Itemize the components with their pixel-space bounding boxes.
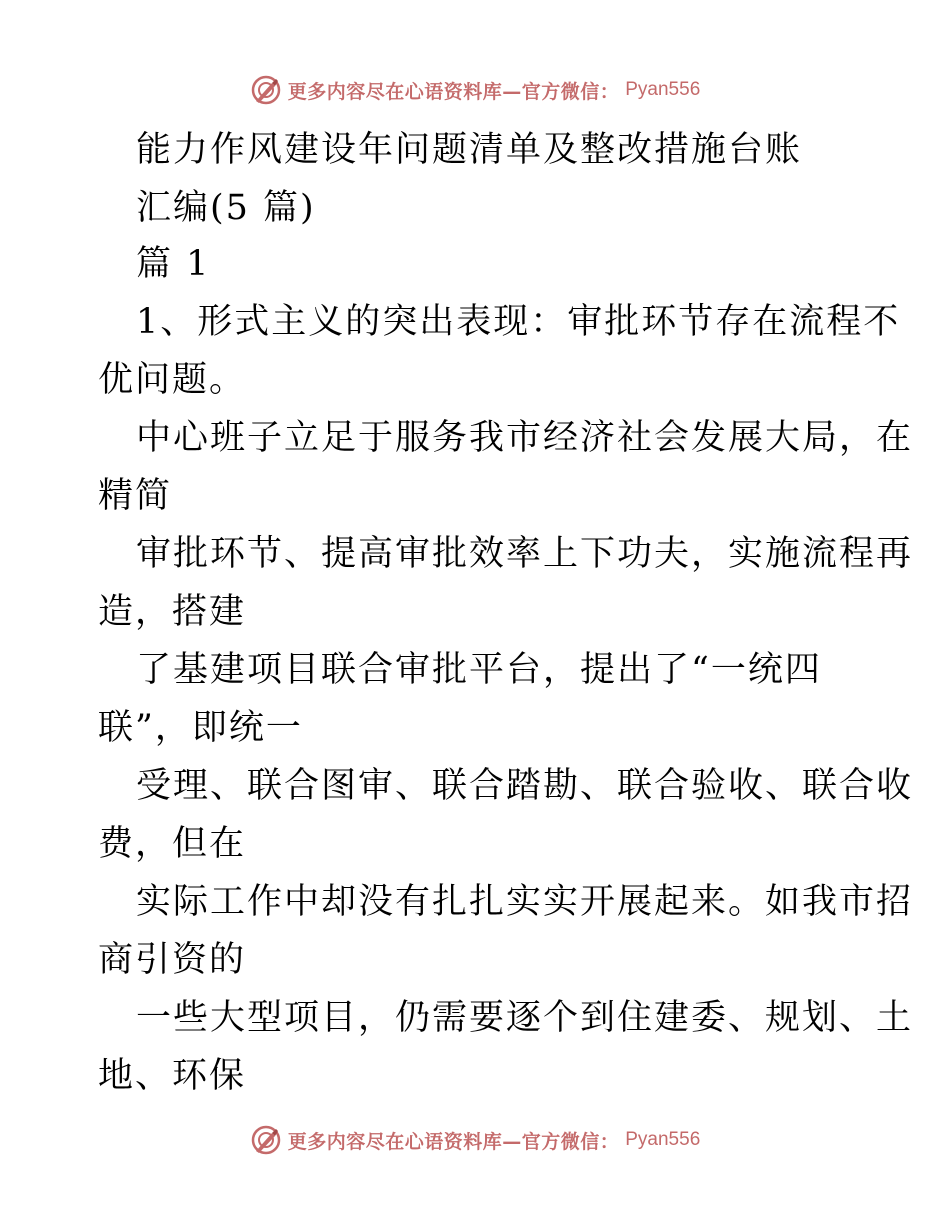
paragraph-line: 审批环节、提高审批效率上下功夫，实施流程再	[136, 534, 914, 574]
paragraph-line: 费，但在	[98, 824, 247, 864]
paragraph-line: 中心班子立足于服务我市经济社会发展大局，在	[136, 418, 914, 458]
paragraph-line: 实际工作中却没有扎扎实实开展起来。如我市招	[136, 882, 914, 922]
paragraph-line: 地、环保	[98, 1056, 247, 1096]
watermark-header	[0, 70, 950, 110]
paragraph-line: 精简	[98, 476, 173, 516]
paragraph-line: 1、形式主义的突出表现：审批环节存在流程不	[136, 302, 901, 342]
watermark-code: Pyan556	[625, 79, 701, 100]
paragraph-line: 联”，即统一	[98, 708, 303, 748]
section-heading: 篇 1	[136, 244, 211, 284]
paragraph-line: 造，搭建	[98, 592, 247, 632]
paragraph-line: 一些大型项目，仍需要逐个到住建委、规划、土	[136, 998, 914, 1038]
paragraph-line: 了基建项目联合审批平台，提出了“一统四	[136, 650, 822, 690]
paragraph-line: 优问题。	[98, 360, 247, 400]
paragraph-line: 受理、联合图审、联合踏勘、联合验收、联合收	[136, 766, 914, 806]
watermark-text: 更多内容尽在心语资料库—官方微信：	[287, 80, 620, 103]
document-title-line-1: 能力作风建设年问题清单及整改措施台账	[136, 130, 803, 170]
document-title-line-2: 汇编(5 篇)	[136, 188, 316, 228]
watermark-text: 更多内容尽在心语资料库—官方微信：	[287, 1130, 620, 1153]
watermark-footer	[0, 1120, 950, 1160]
pen-logo-icon	[250, 74, 282, 106]
watermark-code: Pyan556	[625, 1129, 701, 1150]
pen-logo-icon	[250, 1124, 282, 1156]
paragraph-line: 商引资的	[98, 940, 247, 980]
